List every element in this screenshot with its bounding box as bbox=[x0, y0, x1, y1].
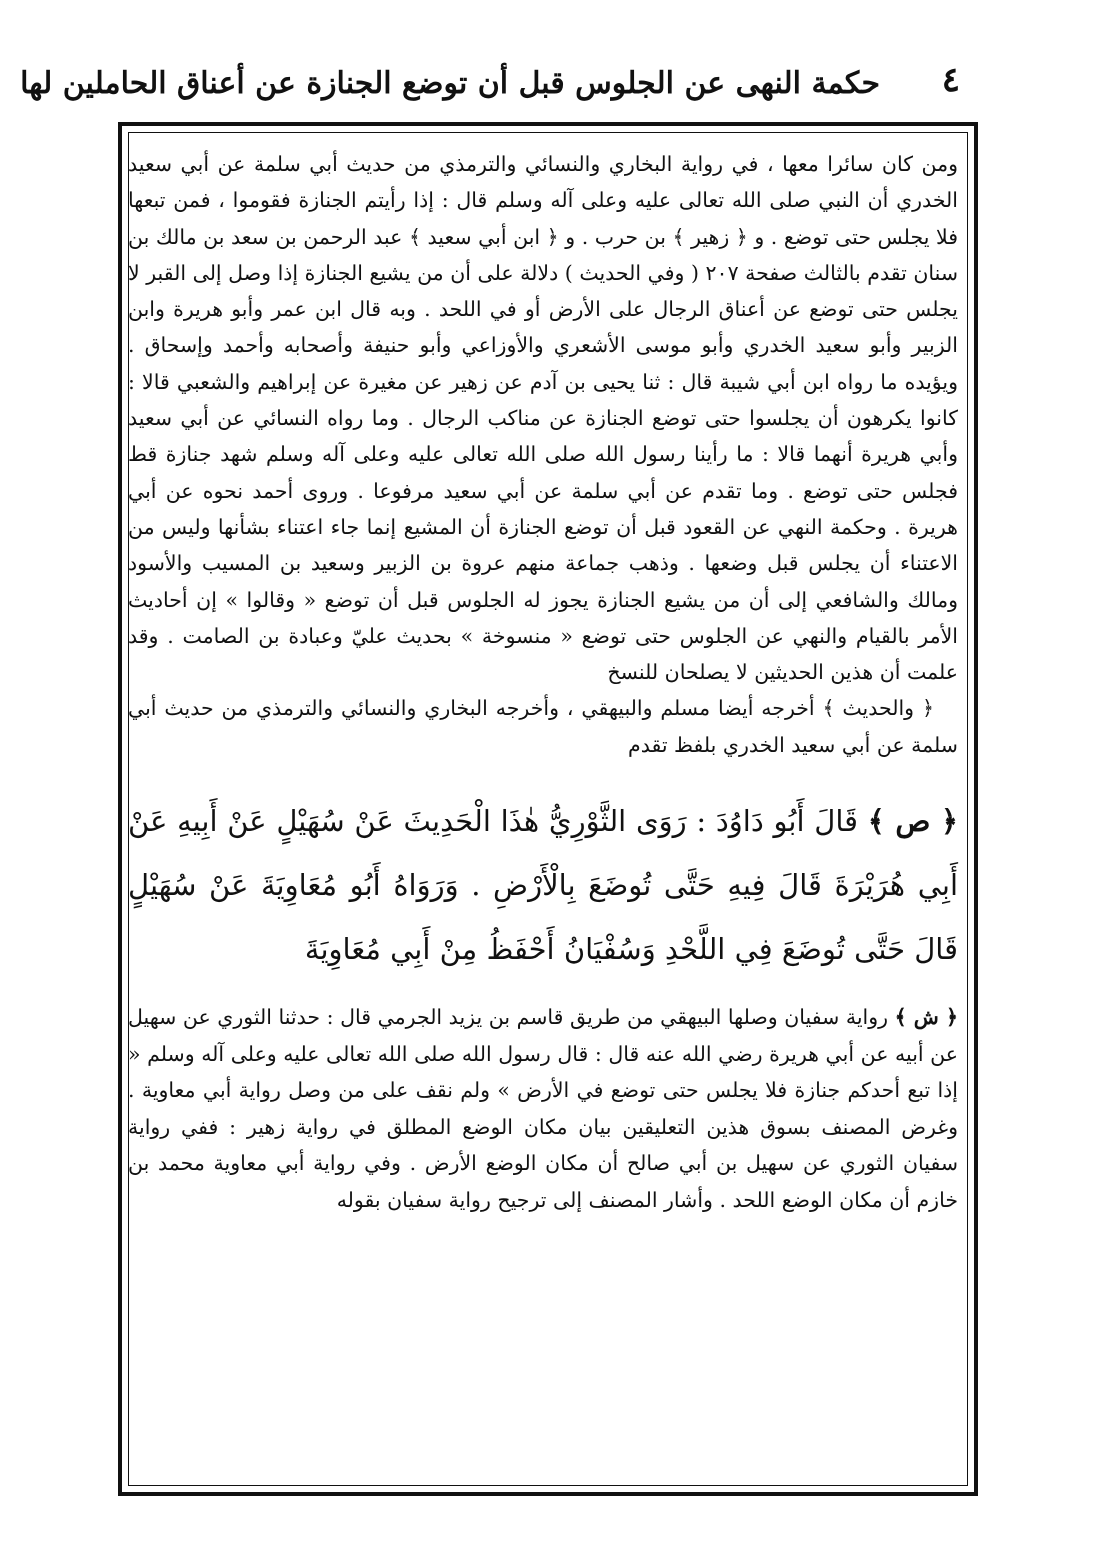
commentary-marker: ﴿ ش ﴾ bbox=[894, 1005, 958, 1030]
commentary-paragraph: ومن كان سائرا معها ، في رواية البخاري والنسائي والترمذي من حديث أبي سلمة عن أبي سعيد الخدري أن النبي صلى الله تعالى عليه وعلى آله وسلم قال : إذا رأيتم الجنازة فقوموا ، فمن تبعها فلا يجلس حتى توضع . و ﴿ زهير ﴾ بن حرب . و ﴿ ابن أبي سعيد ﴾ عبد الرحمن بن سعد بن مالك بن سنان تقدم بالثالث صفحة ٢٠٧ ( وفي الحديث ) دلالة على أن من يشيع الجنازة إذا وصل إلى القبر لا يجلس حتى توضع عن أعناق الرجال على الأرض أو في اللحد . وبه قال ابن عمر وأبو هريرة وابن الزبير وأبو سعيد الخدري وأبو موسى الأشعري والأوزاعي وأبو حنيفة وأصحابه وأحمد وإسحاق . ويؤيده ما رواه ابن أبي شيبة قال : ثنا يحيى بن آدم عن زهير عن مغيرة عن إبراهيم والشعبي قالا : كانوا يكرهون أن يجلسوا حتى توضع الجنازة عن مناكب الرجال . وما رواه النسائي عن أبي سعيد وأبي هريرة أنهما قالا : ما رأينا رسول الله صلى الله تعالى عليه وعلى آله وسلم شهد جنازة قط فجلس حتى توضع . وما تقدم عن أبي سلمة عن أبي سعيد مرفوعا . وروى أحمد نحوه عن أبي هريرة . وحكمة النهي عن القعود قبل أن توضع الجنازة أن المشيع إنما جاء اعتناء بشأنها وليس من الاعتناء أن يجلس قبل وضعها . وذهب جماعة منهم عروة بن الزبير وسعيد بن المسيب والأسود ومالك والشافعي إلى أن من يشيع الجنازة يجوز له الجلوس قبل أن توضع « وقالوا » إن أحاديث الأمر بالقيام والنهي عن الجلوس حتى توضع « منسوخة » بحديث عليّ وعبادة بن الصامت . وقد علمت أن هذين الحديثين لا يصلحان للنسخ bbox=[128, 152, 958, 685]
commentary-block-1 bbox=[128, 146, 958, 763]
commentary-paragraph: ﴿ والحديث ﴾ أخرجه أيضا مسلم والبيهقي ، وأخرجه البخاري والنسائي والترمذي من حديث أبي سلمة عن أبي سعيد الخدري بلفظ تقدم bbox=[128, 696, 958, 757]
page-number: ٤ bbox=[941, 60, 960, 100]
commentary-text: رواية سفيان وصلها البيهقي من طريق قاسم بن يزيد الجرمي قال : حدثنا الثوري عن سهيل عن أبيه عن أبي هريرة رضي الله عنه قال : قال رسول الله صلى الله تعالى عليه وعلى آله وسلم « إذا تبع أحدكم جنازة فلا يجلس حتى توضع في الأرض » ولم نقف على من وصل رواية أبي معاوية . وغرض المصنف بسوق هذين التعليقين بيان مكان الوضع المطلق في رواية زهير : ففي رواية سفيان الثوري عن سهيل بن أبي صالح أن مكان الوضع الأرض . وفي رواية أبي معاوية محمد بن خازم أن مكان الوضع اللحد . وأشار المصنف إلى ترجيح رواية سفيان بقوله bbox=[128, 1005, 958, 1213]
page-content bbox=[128, 146, 958, 1219]
text-marker: ﴿ ص ﴾ bbox=[867, 804, 958, 839]
hadith-text-block bbox=[128, 789, 958, 981]
commentary-paragraph bbox=[128, 999, 958, 1219]
hadith-text: قَالَ أَبُو دَاوُدَ : رَوَى الثَّوْرِيُّ هٰذَا الْحَدِيثَ عَنْ سُهَيْلٍ عَنْ أَبِيهِ عَنْ أَبِي هُرَيْرَةَ قَالَ فِيهِ حَتَّى تُوضَعَ بِالْأَرْضِ . وَرَوَاهُ أَبُو مُعَاوِيَةَ عَنْ سُهَيْلٍ قَالَ حَتَّى تُوضَعَ فِي اللَّحْدِ وَسُفْيَانُ أَحْفَظُ مِنْ أَبِي مُعَاوِيَةَ bbox=[128, 804, 958, 967]
page-header bbox=[20, 58, 960, 116]
running-title: حكمة النهى عن الجلوس قبل أن توضع الجنازة عن أعناق الحاملين لها bbox=[20, 66, 880, 101]
commentary-block-2 bbox=[128, 999, 958, 1219]
hadith-paragraph bbox=[128, 789, 958, 981]
